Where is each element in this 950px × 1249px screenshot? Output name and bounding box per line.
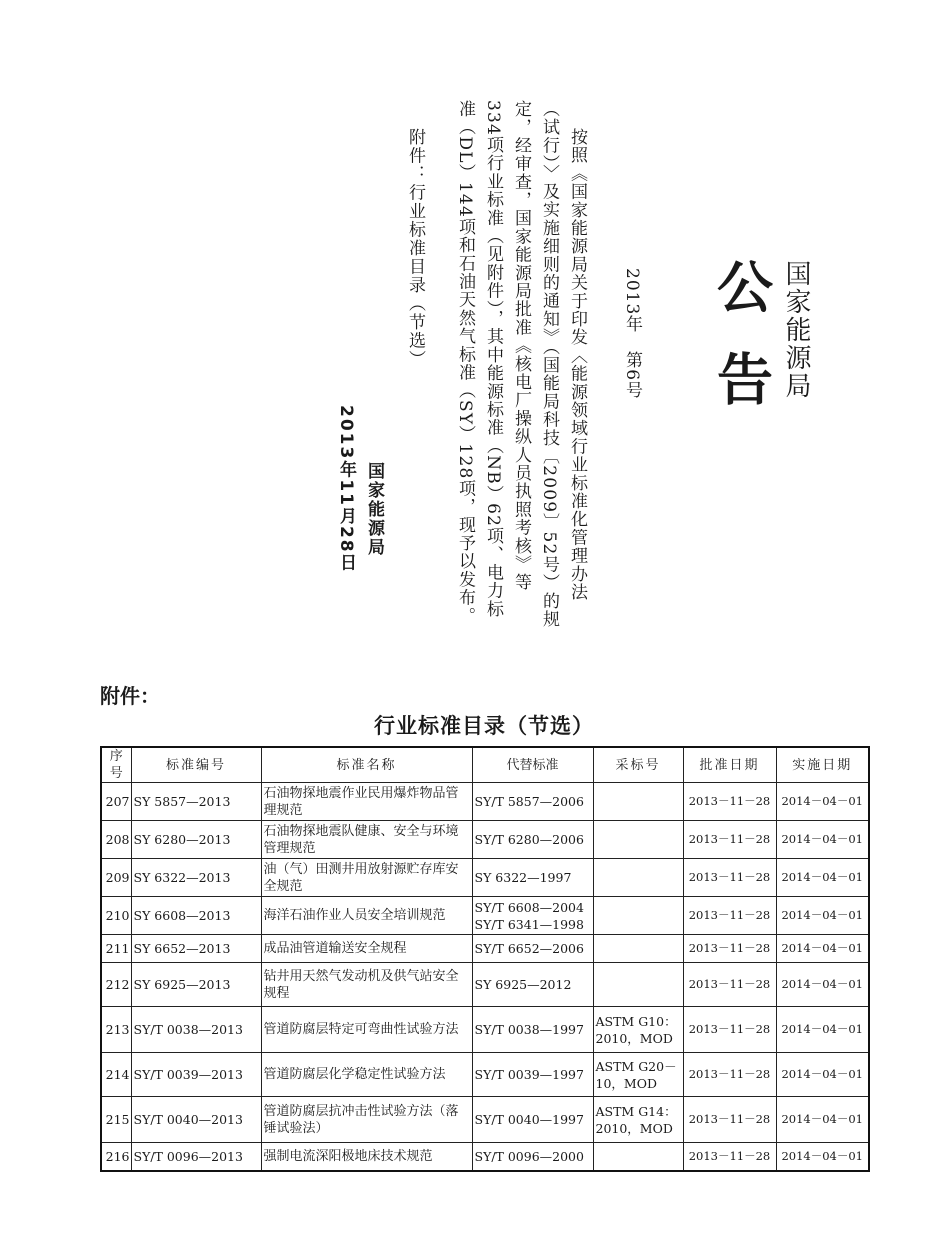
- cell-code: SY 6608—2013: [131, 897, 261, 935]
- cell-approved: 2013－11－28: [683, 897, 776, 935]
- cell-approved: 2013－11－28: [683, 1053, 776, 1097]
- table-row: [101, 1097, 869, 1143]
- cell-adopt: [593, 935, 683, 963]
- col-header-code: 标准编号: [131, 747, 261, 783]
- issuer-name: 国家能源局: [781, 260, 811, 400]
- body-line: （试行）〉及实施细则的通知》（国能局科技〔2009〕52号）的规: [539, 100, 559, 629]
- cell-code: SY 5857—2013: [131, 783, 261, 821]
- cell-name: 管道防腐层抗冲击性试验方法（落锤试验法）: [261, 1097, 472, 1143]
- cell-effective: 2014－04－01: [776, 935, 869, 963]
- cell-replaces: SY 6322—1997: [472, 859, 593, 897]
- col-header-approved: 批准日期: [683, 747, 776, 783]
- cell-seq: 216: [101, 1143, 131, 1171]
- cell-approved: 2013－11－28: [683, 821, 776, 859]
- cell-effective: 2014－04－01: [776, 783, 869, 821]
- cell-effective: 2014－04－01: [776, 859, 869, 897]
- announcement-title: 公告: [708, 258, 773, 442]
- table-title: 行业标准目录（节选）: [374, 714, 594, 738]
- cell-seq: 211: [101, 935, 131, 963]
- cell-code: SY/T 0039—2013: [131, 1053, 261, 1097]
- table-row: [101, 821, 869, 859]
- cell-effective: 2014－04－01: [776, 1053, 869, 1097]
- standards-table: [100, 746, 870, 1172]
- cell-approved: 2013－11－28: [683, 963, 776, 1007]
- cell-replaces: SY/T 0038—1997: [472, 1007, 593, 1053]
- cell-seq: 213: [101, 1007, 131, 1053]
- col-header-adopt: 采标号: [593, 747, 683, 783]
- cell-effective: 2014－04－01: [776, 821, 869, 859]
- table-body: [101, 783, 869, 1171]
- cell-seq: 214: [101, 1053, 131, 1097]
- cell-effective: 2014－04－01: [776, 897, 869, 935]
- cell-code: SY/T 0096—2013: [131, 1143, 261, 1171]
- table-header-row: [101, 747, 869, 783]
- body-line: 准（DL）144项和石油天然气标准（SY）128项，现予以发布。: [455, 100, 475, 626]
- cell-effective: 2014－04－01: [776, 963, 869, 1007]
- cell-replaces: SY/T 6280—2006: [472, 821, 593, 859]
- cell-approved: 2013－11－28: [683, 1143, 776, 1171]
- cell-name: 钻井用天然气发动机及供气站安全规程: [261, 963, 472, 1007]
- cell-adopt: ASTM G20－10，MOD: [593, 1053, 683, 1097]
- table-row: [101, 935, 869, 963]
- table-row: [101, 897, 869, 935]
- body-line: 334项行业标准（见附件），其中能源标准（NB）62项、电力标: [483, 100, 503, 619]
- col-header-name: 标准名称: [261, 747, 472, 783]
- cell-replaces: SY/T 0039—1997: [472, 1053, 593, 1097]
- cell-replaces: SY 6925—2012: [472, 963, 593, 1007]
- cell-adopt: [593, 859, 683, 897]
- body-line: 定，经审查，国家能源局批准《核电厂操纵人员执照考核》等: [511, 100, 531, 592]
- cell-seq: 209: [101, 859, 131, 897]
- cell-name: 强制电流深阳极地床技术规范: [261, 1143, 472, 1171]
- cell-seq: 208: [101, 821, 131, 859]
- cell-code: SY/T 0038—2013: [131, 1007, 261, 1053]
- cell-code: SY 6652—2013: [131, 935, 261, 963]
- cell-approved: 2013－11－28: [683, 1097, 776, 1143]
- cell-effective: 2014－04－01: [776, 1143, 869, 1171]
- cell-effective: 2014－04－01: [776, 1097, 869, 1143]
- cell-effective: 2014－04－01: [776, 1007, 869, 1053]
- cell-name: 油（气）田测井用放射源贮存库安全规范: [261, 859, 472, 897]
- table-row: [101, 1007, 869, 1053]
- table-row: [101, 1053, 869, 1097]
- cell-approved: 2013－11－28: [683, 1007, 776, 1053]
- cell-replaces: SY/T 0040—1997: [472, 1097, 593, 1143]
- table-row: [101, 1143, 869, 1171]
- table-row: [101, 783, 869, 821]
- cell-replaces: SY/T 5857—2006: [472, 783, 593, 821]
- cell-seq: 207: [101, 783, 131, 821]
- cell-code: SY/T 0040—2013: [131, 1097, 261, 1143]
- cell-approved: 2013－11－28: [683, 859, 776, 897]
- cell-adopt: [593, 963, 683, 1007]
- col-header-replaces: 代替标准: [472, 747, 593, 783]
- signer: 国家能源局: [364, 462, 384, 557]
- cell-seq: 210: [101, 897, 131, 935]
- cell-replaces: SY/T 0096—2000: [472, 1143, 593, 1171]
- body-line: 按照《国家能源局关于印发〈能源领域行业标准化管理办法: [567, 128, 587, 602]
- cell-code: SY 6280—2013: [131, 821, 261, 859]
- table-row: [101, 963, 869, 1007]
- cell-name: 管道防腐层化学稳定性试验方法: [261, 1053, 472, 1097]
- cell-name: 石油物探地震队健康、安全与环境管理规范: [261, 821, 472, 859]
- cell-seq: 212: [101, 963, 131, 1007]
- cell-approved: 2013－11－28: [683, 783, 776, 821]
- cell-adopt: ASTM G14：2010，MOD: [593, 1097, 683, 1143]
- col-header-seq: 序号: [101, 747, 131, 783]
- cell-seq: 215: [101, 1097, 131, 1143]
- cell-name: 管道防腐层特定可弯曲性试验方法: [261, 1007, 472, 1053]
- attachment-label: 附件：: [100, 684, 160, 708]
- signing-date: 2013年11月28日: [336, 405, 356, 573]
- cell-replaces: SY/T 6652—2006: [472, 935, 593, 963]
- cell-adopt: [593, 897, 683, 935]
- cell-name: 石油物探地震作业民用爆炸物品管理规范: [261, 783, 472, 821]
- cell-code: SY 6925—2013: [131, 963, 261, 1007]
- table-row: [101, 859, 869, 897]
- cell-adopt: [593, 1143, 683, 1171]
- attachment-note: 附件：行业标准目录（节选）: [405, 128, 425, 369]
- cell-replaces: SY/T 6608—2004 SY/T 6341—1998: [472, 897, 593, 935]
- cell-approved: 2013－11－28: [683, 935, 776, 963]
- cell-name: 成品油管道输送安全规程: [261, 935, 472, 963]
- cell-adopt: [593, 821, 683, 859]
- cell-name: 海洋石油作业人员安全培训规范: [261, 897, 472, 935]
- issue-number: 2013年 第6号: [622, 268, 642, 400]
- cell-code: SY 6322—2013: [131, 859, 261, 897]
- cell-adopt: [593, 783, 683, 821]
- col-header-effective: 实施日期: [776, 747, 869, 783]
- cell-adopt: ASTM G10：2010，MOD: [593, 1007, 683, 1053]
